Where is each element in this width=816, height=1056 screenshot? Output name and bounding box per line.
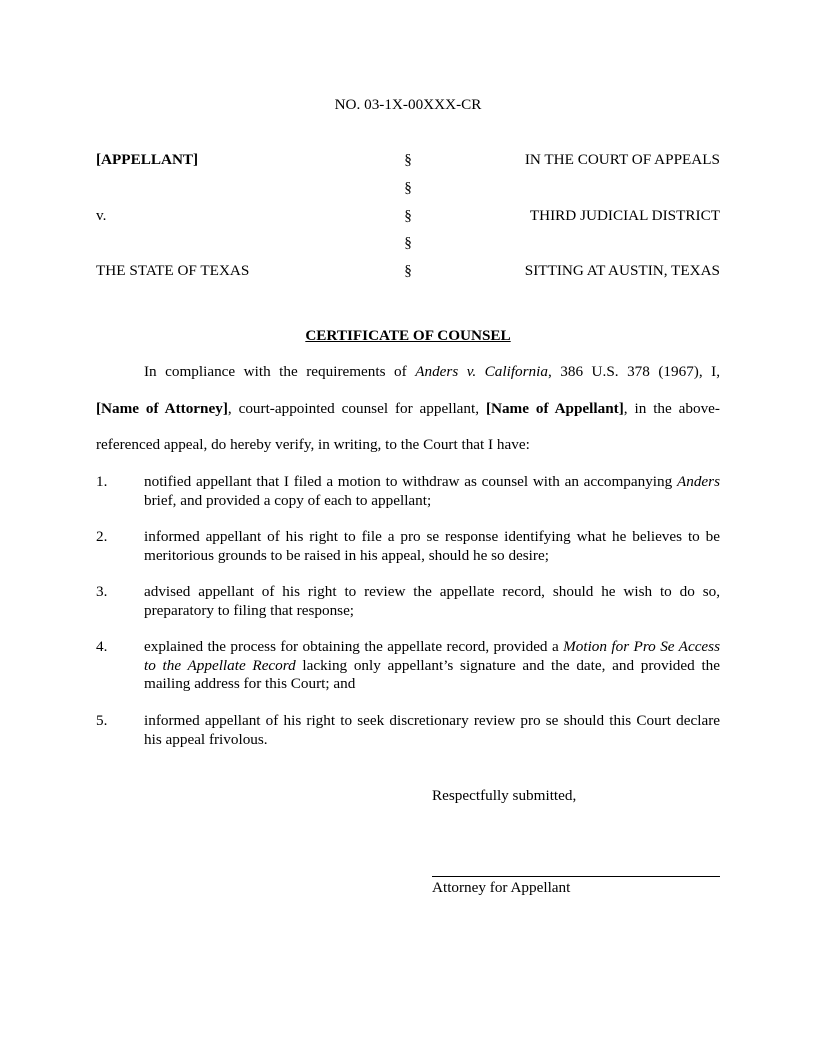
caption-court: IN THE COURT OF APPEALS: [524, 151, 720, 168]
item-number: 5.: [96, 712, 108, 729]
section-symbol: §: [404, 234, 412, 251]
caption-state: THE STATE OF TEXAS: [96, 262, 250, 279]
item-text: notified appellant that I filed a motion to withdraw as counsel with an accompanying Anders brief, and provided a copy of each to appellant;: [144, 473, 720, 509]
caption-appellant: [APPELLANT]: [96, 151, 199, 168]
section-symbol: §: [404, 151, 412, 168]
item-number: 3.: [96, 583, 108, 600]
item-text: informed appellant of his right to file a pro se response identifying what he believes to be meritorious grounds to be raised in his appeal, should he so desire;: [144, 528, 720, 564]
item-number: 4.: [96, 638, 108, 655]
signature-line: [432, 876, 720, 877]
caption-location: SITTING AT AUSTIN, TEXAS: [524, 262, 720, 279]
section-symbol: §: [404, 262, 412, 279]
signature-role: Attorney for Appellant: [432, 879, 571, 896]
case-citation: Anders v. California: [415, 363, 548, 380]
item-number: 1.: [96, 473, 108, 490]
case-number: NO. 03-1X-00XXX-CR: [334, 96, 482, 113]
caption-district: THIRD JUDICIAL DISTRICT: [529, 207, 720, 224]
section-symbol: §: [404, 179, 412, 196]
closing-text: Respectfully submitted,: [432, 787, 577, 804]
document-title: CERTIFICATE OF COUNSEL: [305, 327, 511, 344]
attorney-placeholder: [Name of Attorney]: [96, 400, 228, 417]
intro-line-2: [Name of Attorney], court-appointed counsel for appellant, [Name of Appellant], in the above-: [96, 400, 720, 417]
intro-line-3: referenced appeal, do hereby verify, in writing, to the Court that I have:: [96, 436, 530, 453]
caption-versus: v.: [96, 207, 107, 224]
item-text: advised appellant of his right to review the appellate record, should he wish to do so, preparatory to filing that response;: [144, 583, 720, 619]
item-text: informed appellant of his right to seek discretionary review pro se should this Court declare his appeal frivolous.: [144, 712, 720, 748]
section-symbol: §: [404, 207, 412, 224]
item-number: 2.: [96, 528, 108, 545]
appellant-placeholder: [Name of Appellant]: [485, 400, 624, 417]
intro-line-1: In compliance with the requirements of Anders v. California, 386 U.S. 378 (1967), I,: [144, 363, 721, 380]
item-text: explained the process for obtaining the appellate record, provided a Motion for Pro Se Access to the Appellate Record lacking only appellant’s signature and the date, and provided the mailing address for this Court; and: [144, 638, 720, 692]
